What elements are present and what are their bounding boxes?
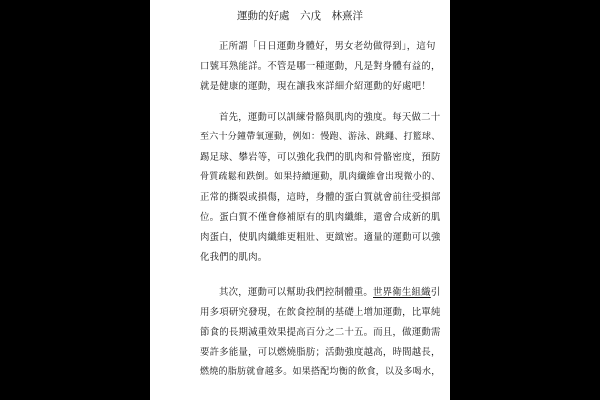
paragraph-3-line-1-text: 其次，運動可以幫助我們控制體重。 xyxy=(219,287,374,298)
paragraph-1-line-3: 就是健康的運動，現在讓我來詳細介紹運動的好處吧！ xyxy=(200,81,432,92)
paragraph-3-line-1 xyxy=(219,286,440,299)
paragraph-1-line-2: 口號耳熟能詳。不管是哪一種運動，凡是對身體有益的， xyxy=(200,61,441,72)
paragraph-2-line-6: 位。蛋白質不僅會修補原有的肌肉纖維，還會合成新的肌 xyxy=(200,212,441,223)
document-title: 運動的好處 六戊 林熹洋 xyxy=(237,10,363,22)
paragraph-2-line-1: 首先，運動可以訓練骨骼與肌肉的強度。每天做二十 xyxy=(219,112,441,123)
paragraph-3-line-3: 節食的長期減重效果提高百分之二十五。而且，做運動需 xyxy=(200,327,441,338)
who-underlined-text: 世界衛生組織 xyxy=(373,287,431,298)
paragraph-2-line-4: 骨質疏鬆和跌倒。如果持續運動，肌肉纖維會出現微小的、 xyxy=(200,172,441,182)
paragraph-2-line-7: 肉蛋白，使肌肉纖維更粗壯、更緻密。適量的運動可以強 xyxy=(200,232,441,243)
paragraph-2-line-8: 化我們的肌肉。 xyxy=(200,252,268,263)
paragraph-3-line-4: 要許多能量，可以燃燒脂肪；活動強度越高，時間越長， xyxy=(200,347,441,358)
paragraph-2-line-5: 正常的撕裂或損傷，這時，身體的蛋白質就會前往受損部 xyxy=(200,192,441,203)
paragraph-3-line-2: 用多項研究發現，在飲食控制的基礎上增加運動，比單純 xyxy=(200,307,441,318)
paragraph-2-line-3: 踢足球、攀岩等，可以強化我們的肌肉和骨骼密度，預防 xyxy=(200,152,441,163)
document-page xyxy=(150,0,450,400)
paragraph-3-line-1-tail: 引 xyxy=(430,287,441,298)
paragraph-3-line-5: 燃燒的脂肪就會越多。如果搭配均衡的飲食，以及多喝水， xyxy=(200,367,441,377)
paragraph-1-line-1: 正所謂「日日運動身體好，男女老幼做得到」，這句 xyxy=(219,41,436,52)
paragraph-2-line-2: 至六十分鐘帶氧運動，例如：慢跑、游泳、跳繩、打籃球、 xyxy=(200,132,441,142)
